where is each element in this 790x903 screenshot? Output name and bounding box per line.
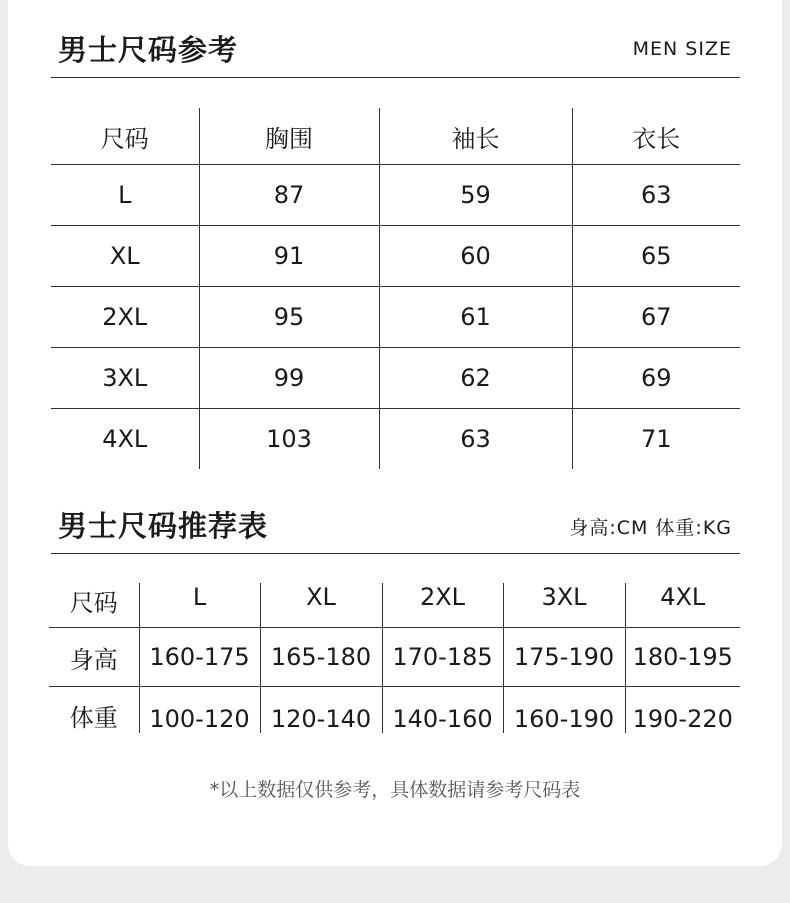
header-cell: 3XL <box>503 583 625 628</box>
table-cell: 62 <box>379 348 572 409</box>
size-reference-divider <box>51 77 740 78</box>
table-cell: 2XL <box>51 287 199 348</box>
table-cell: 120-140 <box>260 687 382 734</box>
size-reference-table <box>51 108 740 469</box>
size-recommend-subtitle: 身高:CM 体重:KG <box>569 517 732 539</box>
table-cell: 63 <box>379 409 572 470</box>
header-cell: 胸围 <box>199 108 379 165</box>
table-cell: 61 <box>379 287 572 348</box>
table-row <box>49 687 740 734</box>
table-cell: 63 <box>572 165 740 226</box>
header-cell: 尺码 <box>51 108 199 165</box>
table-cell: 91 <box>199 226 379 287</box>
table-cell: 170-185 <box>382 628 503 687</box>
table-cell: 87 <box>199 165 379 226</box>
header-cell: L <box>139 583 260 628</box>
size-recommend-divider <box>51 553 740 554</box>
header-cell: 袖长 <box>379 108 572 165</box>
header-cell: 衣长 <box>572 108 740 165</box>
table-cell: 160-190 <box>503 687 625 734</box>
table-cell: 65 <box>572 226 740 287</box>
table-row <box>51 287 740 348</box>
table-row <box>51 226 740 287</box>
table-row <box>49 628 740 687</box>
table-cell: 99 <box>199 348 379 409</box>
size-recommend-table <box>49 583 740 733</box>
header-cell: 尺码 <box>49 583 139 628</box>
table-cell: 95 <box>199 287 379 348</box>
size-recommend-title: 男士尺码推荐表 <box>58 509 269 543</box>
table-cell: XL <box>51 226 199 287</box>
table-cell: 69 <box>572 348 740 409</box>
header-cell: 4XL <box>625 583 740 628</box>
table-cell: 71 <box>572 409 740 470</box>
table-cell: 160-175 <box>139 628 260 687</box>
table-cell: 100-120 <box>139 687 260 734</box>
table-cell: L <box>51 165 199 226</box>
row-label: 体重 <box>69 704 118 732</box>
table-cell: 67 <box>572 287 740 348</box>
table-cell: 103 <box>199 409 379 470</box>
table-row <box>51 409 740 470</box>
table-cell: 60 <box>379 226 572 287</box>
table-cell: 3XL <box>51 348 199 409</box>
table-cell: 59 <box>379 165 572 226</box>
table-row <box>51 165 740 226</box>
table-cell: 140-160 <box>382 687 503 734</box>
header-cell: XL <box>260 583 382 628</box>
disclaimer-note: *以上数据仅供参考，具体数据请参考尺码表 <box>209 779 581 801</box>
table-cell: 4XL <box>102 425 148 453</box>
table-row <box>51 348 740 409</box>
table-cell: 165-180 <box>260 628 382 687</box>
table-cell: 190-220 <box>625 687 740 734</box>
size-reference-title: 男士尺码参考 <box>58 33 239 67</box>
row-label: 身高 <box>49 628 139 687</box>
table-header-row <box>51 108 740 165</box>
table-cell: 180-195 <box>625 628 740 687</box>
header-cell: 2XL <box>382 583 503 628</box>
table-header-row <box>49 583 740 628</box>
table-cell: 175-190 <box>503 628 625 687</box>
size-reference-subtitle: MEN SIZE <box>632 38 732 60</box>
